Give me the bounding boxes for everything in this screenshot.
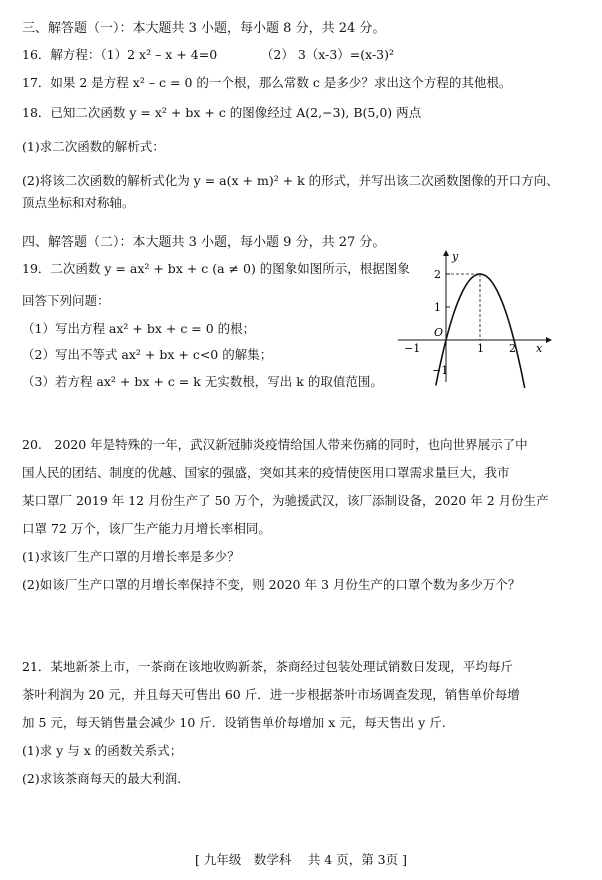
question-20-line1: 20. 2020 年是特殊的一年，武汉新冠肺炎疫情给国人带来伤痛的同时，也向世界展示了中 bbox=[22, 437, 528, 452]
section3-heading: 三、解答题（一）：本大题共 3 小题，每小题 8 分，共 24 分。 bbox=[22, 21, 386, 36]
question-19-intro: 回答下列问题： bbox=[22, 293, 110, 308]
question-21-line1: 21．某地新茶上市，一茶商在该地收购新茶，茶商经过包装处理试销数日发现，平均每斤 bbox=[22, 659, 513, 674]
question-19-part2: （2）写出不等式 ax² + bx + c<0 的解集； bbox=[22, 347, 273, 362]
question-16: 16．解方程：（1）2 x² – x + 4=0 （2） 3（x-3）=(x-3)² bbox=[22, 47, 395, 62]
origin-label: O bbox=[434, 326, 444, 339]
x-axis-label: x bbox=[536, 342, 543, 355]
question-20-line2: 国人民的团结、制度的优越、国家的强盛，突如其来的疫情使医用口罩需求量巨大，我市 bbox=[22, 465, 510, 480]
question-21-line2: 茶叶利润为 20 元，并且每天可售出 60 斤．进一步根据茶叶市场调查发现，销售单价每增 bbox=[22, 687, 520, 702]
y-axis-label: y bbox=[452, 250, 459, 263]
question-20-line3: 某口罩厂 2019 年 12 月份生产了 50 万个，为驰援武汉，该厂添制设备，2020 年 2 月份生产 bbox=[22, 493, 549, 508]
page-footer: [ 九年级 数学科 共 4 页，第 3页 ] bbox=[194, 852, 407, 867]
question-21-part2: (2)求该茶商每天的最大利润. bbox=[22, 771, 182, 786]
question-19-part1: （1）写出方程 ax² + bx + c = 0 的根； bbox=[22, 321, 256, 336]
tick-label-y1: 1 bbox=[434, 301, 441, 314]
question-18: 18．已知二次函数 y = x² + bx + c 的图像经过 A(2,−3), B(5,0) 两点 bbox=[22, 105, 422, 120]
tick-label-x2: 2 bbox=[509, 342, 516, 355]
tick-label-y-neg1: −1 bbox=[432, 364, 449, 377]
question-19-part3: （3）若方程 ax² + bx + c = k 无实数根，写出 k 的取值范围。 bbox=[22, 374, 383, 389]
section4-heading: 四、解答题（二）：本大题共 3 小题，每小题 9 分，共 27 分。 bbox=[22, 235, 386, 250]
question-17: 17．如果 2 是方程 x² – c = 0 的一个根，那么常数 c 是多少？求出这个方程的其他根。 bbox=[22, 75, 512, 90]
parabola-graph bbox=[396, 248, 556, 388]
question-18-part2-line1: (2)将该二次函数的解析式化为 y = a(x + m)² + k 的形式，并写出该二次函数图像的开口方向、 bbox=[22, 173, 559, 188]
x-axis-arrow bbox=[546, 337, 552, 343]
question-18-part1: (1)求二次函数的解析式： bbox=[22, 139, 165, 154]
y-axis-arrow bbox=[443, 250, 449, 256]
question-20-part1: (1)求该厂生产口罩的月增长率是多少？ bbox=[22, 549, 240, 564]
question-19: 19．二次函数 y = ax² + bx + c (a ≠ 0) 的图象如图所示，根据图象 bbox=[22, 261, 410, 276]
question-21-part1: (1)求 y 与 x 的函数关系式； bbox=[22, 743, 183, 758]
parabola-curve bbox=[436, 274, 526, 388]
question-18-part2-line2: 顶点坐标和对称轴。 bbox=[22, 195, 135, 210]
tick-label-y2: 2 bbox=[434, 268, 441, 281]
question-21-line3: 加 5 元，每天销售量会减少 10 斤．设销售单价每增加 x 元，每天售出 y 斤. bbox=[22, 715, 446, 730]
question-20-part2: (2)如该厂生产口罩的月增长率保持不变，则 2020 年 3 月份生产的口罩个数为多少万个？ bbox=[22, 577, 521, 592]
question-20-line4: 口罩 72 万个，该厂生产能力月增长率相同。 bbox=[22, 521, 271, 536]
tick-label-x1: 1 bbox=[477, 342, 484, 355]
tick-label-x-neg1: −1 bbox=[404, 342, 421, 355]
